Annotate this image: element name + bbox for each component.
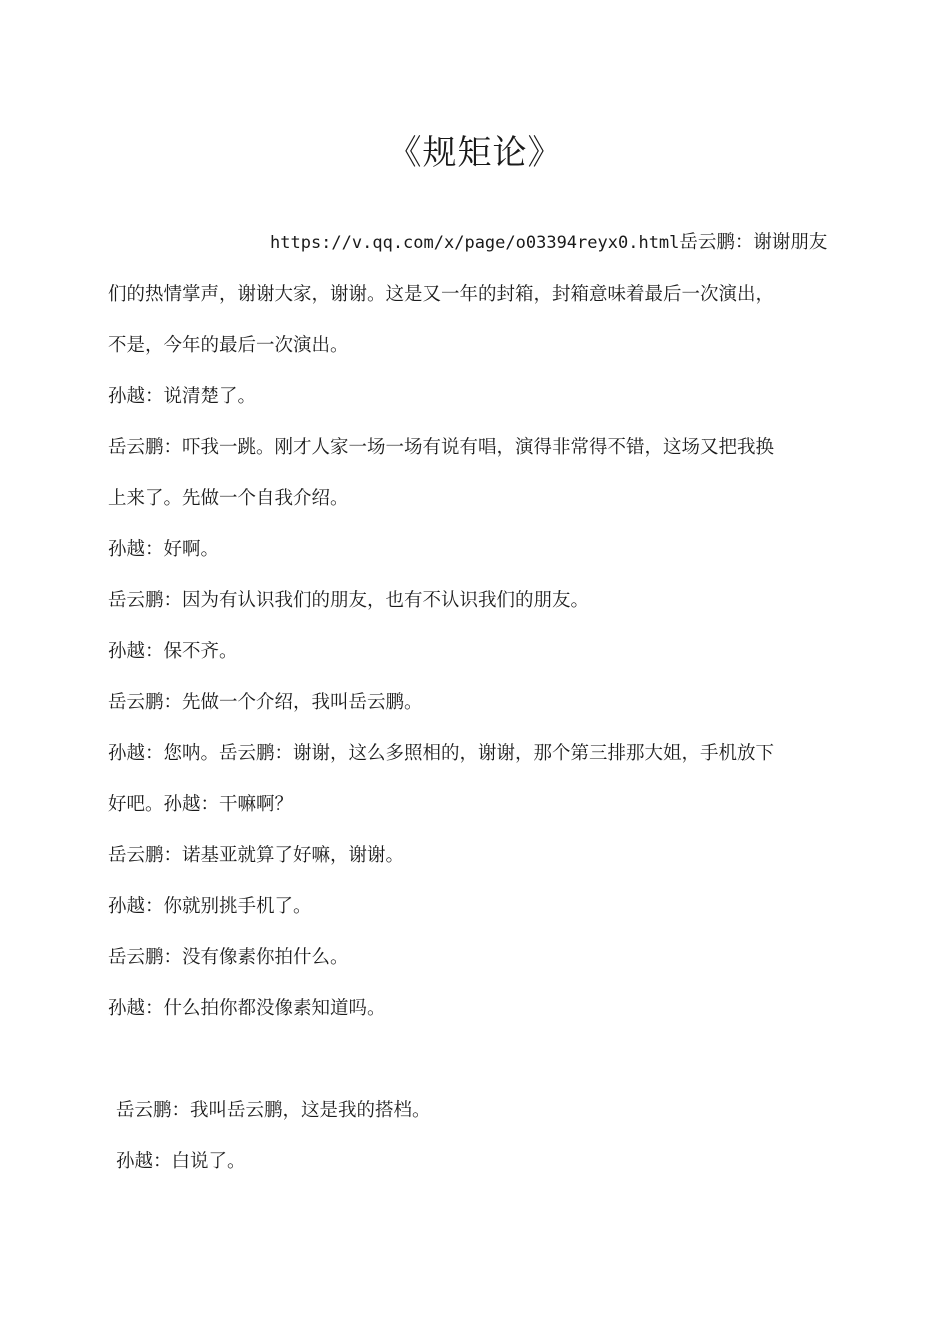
dialogue-line: 孙越：您呐。岳云鹏：谢谢，这么多照相的，谢谢，那个第三排那大姐，手机放下 xyxy=(108,743,775,764)
intro-line-1 xyxy=(108,217,844,269)
dialogue-after-gap xyxy=(108,1085,844,1187)
dialogue-line: 孙越：说清楚了。 xyxy=(108,386,257,407)
document-title: 《规矩论》 xyxy=(387,133,563,173)
video-url: https://v.qq.com/x/page/o03394reyx0.html xyxy=(270,233,680,253)
dialogue-line: 孙越：好啊。 xyxy=(108,539,220,560)
dialogue-line: 孙越：什么拍你都没像素知道吗。 xyxy=(108,998,386,1019)
dialogue-line: 好吧。孙越：干嘛啊？ xyxy=(108,794,294,815)
dialogue-line: 孙越：白说了。 xyxy=(116,1151,246,1172)
dialogue-line: 岳云鹏：我叫岳云鹏，这是我的搭档。 xyxy=(116,1100,431,1121)
dialogue-line: 岳云鹏：先做一个介绍，我叫岳云鹏。 xyxy=(108,692,423,713)
document-body xyxy=(108,217,844,1187)
dialogue-line: 孙越：保不齐。 xyxy=(108,641,238,662)
dialogue-line: 上来了。先做一个自我介绍。 xyxy=(108,488,349,509)
dialogue-line: 孙越：你就别挑手机了。 xyxy=(108,896,312,917)
dialogue-line: 岳云鹏：没有像素你拍什么。 xyxy=(108,947,349,968)
dialogue-line: 岳云鹏：吓我一跳。刚才人家一场一场有说有唱，演得非常得不错，这场又把我换 xyxy=(108,437,775,458)
intro-line-3: 不是，今年的最后一次演出。 xyxy=(108,335,349,356)
intro-line-2: 们的热情掌声，谢谢大家，谢谢。这是又一年的封箱，封箱意味着最后一次演出， xyxy=(108,284,775,305)
dialogue-line: 岳云鹏：诺基亚就算了好嘛，谢谢。 xyxy=(108,845,405,866)
dialogue-line: 岳云鹏：因为有认识我们的朋友，也有不认识我们的朋友。 xyxy=(108,590,590,611)
paragraph-gap xyxy=(108,1034,844,1085)
intro-text-1: 岳云鹏：谢谢朋友 xyxy=(679,232,828,253)
